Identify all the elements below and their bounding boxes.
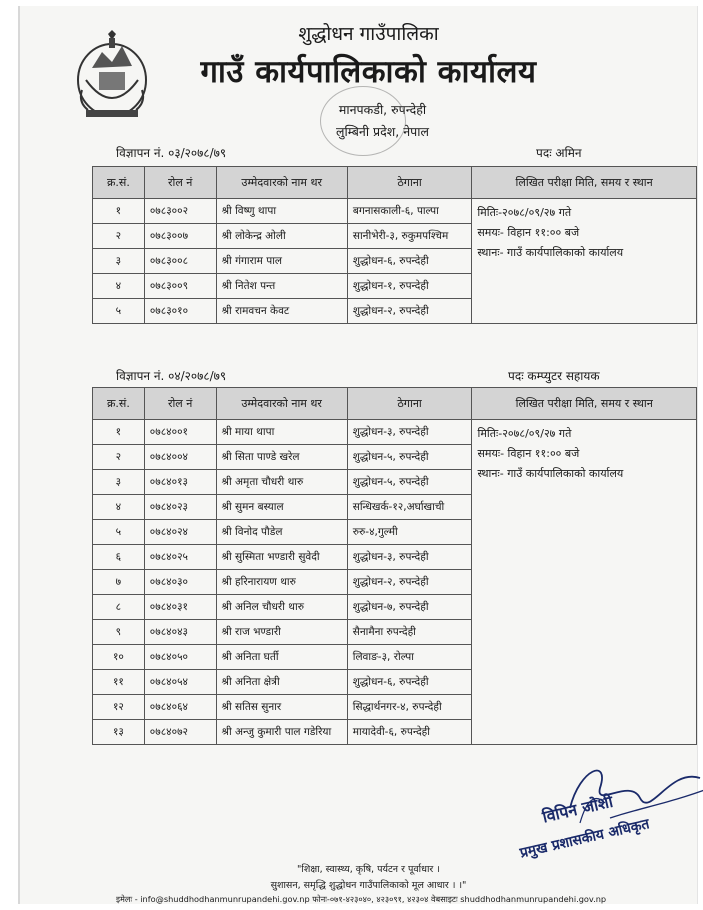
- cell-address: रुरु-४,गुल्मी: [347, 520, 472, 545]
- cell-roll: ०७८३०१०: [144, 299, 216, 324]
- cell-sn: २: [93, 445, 145, 470]
- cell-sn: २: [93, 224, 145, 249]
- cell-sn: ६: [93, 545, 145, 570]
- header-exam: लिखित परीक्षा मिति, समय र स्थान: [472, 167, 697, 199]
- cell-sn: १०: [93, 645, 145, 670]
- cell-sn: ४: [93, 495, 145, 520]
- cell-name: श्री सतिस सुनार: [216, 695, 347, 720]
- cell-name: श्री गंगाराम पाल: [216, 249, 347, 274]
- cell-sn: ९: [93, 620, 145, 645]
- cell-sn: १: [93, 420, 145, 445]
- cell-roll: ०७८४०६४: [144, 695, 216, 720]
- cell-sn: ८: [93, 595, 145, 620]
- cell-roll: ०७८४०२३: [144, 495, 216, 520]
- exam-place: स्थानः- गाउँ कार्यपालिकाको कार्यालय: [477, 246, 624, 259]
- cell-address: सैनामैना रुपन्देही: [347, 620, 472, 645]
- header-sn: क्र.सं.: [93, 388, 145, 420]
- cell-name: श्री हरिनारायण थारु: [216, 570, 347, 595]
- cell-address: सन्धिखर्क-१२,अर्घाखाची: [347, 495, 472, 520]
- cell-roll: ०७८४००१: [144, 420, 216, 445]
- vacancy-1-table: [92, 166, 697, 324]
- cell-exam-details: [472, 420, 697, 745]
- cell-sn: ७: [93, 570, 145, 595]
- header-roll: रोल नं: [144, 167, 216, 199]
- cell-sn: ३: [93, 470, 145, 495]
- cell-name: श्री विनोद पौडेल: [216, 520, 347, 545]
- cell-roll: ०७८४००४: [144, 445, 216, 470]
- document-page: [18, 6, 698, 904]
- table-header-row: [93, 388, 697, 420]
- cell-name: श्री अनिता घर्ती: [216, 645, 347, 670]
- header-address: ठेगाना: [347, 167, 471, 199]
- office-seal-stamp: [320, 86, 406, 156]
- header-address: ठेगाना: [347, 388, 472, 420]
- cell-sn: १२: [93, 695, 145, 720]
- cell-address: शुद्धोधन-१, रुपन्देही: [347, 274, 471, 299]
- exam-date: मितिः-२०७८/०९/२७ गते: [477, 206, 572, 219]
- cell-name: श्री लोकेन्द्र ओली: [216, 224, 347, 249]
- header-exam: लिखित परीक्षा मिति, समय र स्थान: [472, 388, 697, 420]
- vacancy-1-post: पदः अमिन: [536, 146, 582, 160]
- cell-address: शुद्धोधन-५, रुपन्देही: [347, 445, 472, 470]
- vacancy-2-number: विज्ञापन नं. ०४/२०७८/७९: [116, 369, 227, 383]
- cell-roll: ०७८४०२४: [144, 520, 216, 545]
- header-name: उम्मेदवारको नाम थर: [216, 388, 347, 420]
- cell-address: लिवाङ-३, रोल्पा: [347, 645, 472, 670]
- cell-roll: ०७८३००८: [144, 249, 216, 274]
- table-header-row: [93, 167, 697, 199]
- vacancy-1-number: विज्ञापन नं. ०३/२०७८/७९: [116, 146, 227, 160]
- exam-place: स्थानः- गाउँ कार्यपालिकाको कार्यालय: [477, 467, 624, 480]
- cell-address: शुद्धोधन-३, रुपन्देही: [347, 545, 472, 570]
- exam-date: मितिः-२०७८/०९/२७ गते: [477, 427, 572, 440]
- table-row: [93, 420, 697, 445]
- municipality-name: शुद्धोधन गाउँपालिका: [298, 23, 439, 45]
- cell-roll: ०७८३००७: [144, 224, 216, 249]
- office-title: गाउँ कार्यपालिकाको कार्यालय: [200, 54, 537, 90]
- cell-name: श्री राज भण्डारी: [216, 620, 347, 645]
- vacancy-2-table: [92, 387, 697, 745]
- cell-roll: ०७८४०१३: [144, 470, 216, 495]
- cell-address: शुद्धोधन-३, रुपन्देही: [347, 420, 472, 445]
- cell-exam-details: [472, 199, 697, 324]
- cell-name: श्री अमृता चौधरी थारु: [216, 470, 347, 495]
- cell-sn: ५: [93, 299, 145, 324]
- header-name: उम्मेदवारको नाम थर: [216, 167, 347, 199]
- cell-sn: ३: [93, 249, 145, 274]
- cell-address: शुद्धोधन-२, रुपन्देही: [347, 299, 471, 324]
- header-sn: क्र.सं.: [93, 167, 145, 199]
- cell-sn: १: [93, 199, 145, 224]
- cell-name: श्री नितेश पन्त: [216, 274, 347, 299]
- cell-name: श्री अनिता क्षेत्री: [216, 670, 347, 695]
- cell-roll: ०७८३००२: [144, 199, 216, 224]
- cell-sn: ४: [93, 274, 145, 299]
- cell-address: शुद्धोधन-७, रुपन्देही: [347, 595, 472, 620]
- cell-roll: ०७८४०५०: [144, 645, 216, 670]
- signatory-title: प्रमुख प्रशासकीय अधिकृत: [518, 816, 651, 862]
- cell-roll: ०७८४०५४: [144, 670, 216, 695]
- cell-address: शुद्धोधन-२, रुपन्देही: [347, 570, 472, 595]
- cell-sn: ५: [93, 520, 145, 545]
- cell-sn: १३: [93, 720, 145, 745]
- cell-roll: ०७८४०७२: [144, 720, 216, 745]
- cell-name: श्री रामवचन केवट: [216, 299, 347, 324]
- motto-line-2: सुशासन, समृद्धि शुद्धोधन गाउँपालिकाको मूल आधार । ।": [270, 880, 467, 891]
- cell-roll: ०७८४०३१: [144, 595, 216, 620]
- cell-roll: ०७८३००९: [144, 274, 216, 299]
- table-row: [93, 199, 697, 224]
- cell-name: श्री सुमन बस्याल: [216, 495, 347, 520]
- cell-address: शुद्धोधन-६, रुपन्देही: [347, 249, 471, 274]
- cell-name: श्री सुस्मिता भण्डारी सुवेदी: [216, 545, 347, 570]
- motto-line-1: "शिक्षा, स्वास्थ्य, कृषि, पर्यटन र पूर्वाधार ।: [297, 864, 440, 875]
- cell-roll: ०७८४०४३: [144, 620, 216, 645]
- cell-address: मायादेवी-६, रुपन्देही: [347, 720, 472, 745]
- exam-time: समयः- विहान ११:०० बजे: [477, 447, 580, 460]
- cell-sn: ११: [93, 670, 145, 695]
- cell-address: शुद्धोधन-६, रुपन्देही: [347, 670, 472, 695]
- cell-name: श्री सिता पाण्डे खरेल: [216, 445, 347, 470]
- exam-time: समयः- विहान ११:०० बजे: [477, 226, 580, 239]
- cell-address: सानीभेरी-३, रुकुमपश्चिम: [347, 224, 471, 249]
- cell-roll: ०७८४०३०: [144, 570, 216, 595]
- cell-name: श्री माया थापा: [216, 420, 347, 445]
- office-province: लुम्बिनी प्रदेश, नेपाल: [335, 124, 429, 139]
- signatory-name: विपिन जोशी: [540, 791, 615, 827]
- office-address: मानपकडी, रुपन्देही: [338, 102, 427, 117]
- vacancy-2-post: पदः कम्प्युटर सहायक: [508, 369, 600, 383]
- cell-name: श्री अनिल चौधरी थारु: [216, 595, 347, 620]
- cell-address: शुद्धोधन-५, रुपन्देही: [347, 470, 472, 495]
- cell-roll: ०७८४०२५: [144, 545, 216, 570]
- contact-info: इमेलः - info@shuddhodhanmunrupandehi.gov.np फोनः-०७१-४२३०४०, ४२३०९१, ४२३०४ वेबसाइटः shuddhodhanmunrupandehi.gov.np: [116, 894, 607, 904]
- cell-name: श्री अन्जु कुमारी पाल गडेरिया: [216, 720, 347, 745]
- cell-address: बगनासकाली-६, पाल्पा: [347, 199, 471, 224]
- cell-address: सिद्धार्थनगर-४, रुपन्देही: [347, 695, 472, 720]
- cell-name: श्री विष्णु थापा: [216, 199, 347, 224]
- header-roll: रोल नं: [144, 388, 216, 420]
